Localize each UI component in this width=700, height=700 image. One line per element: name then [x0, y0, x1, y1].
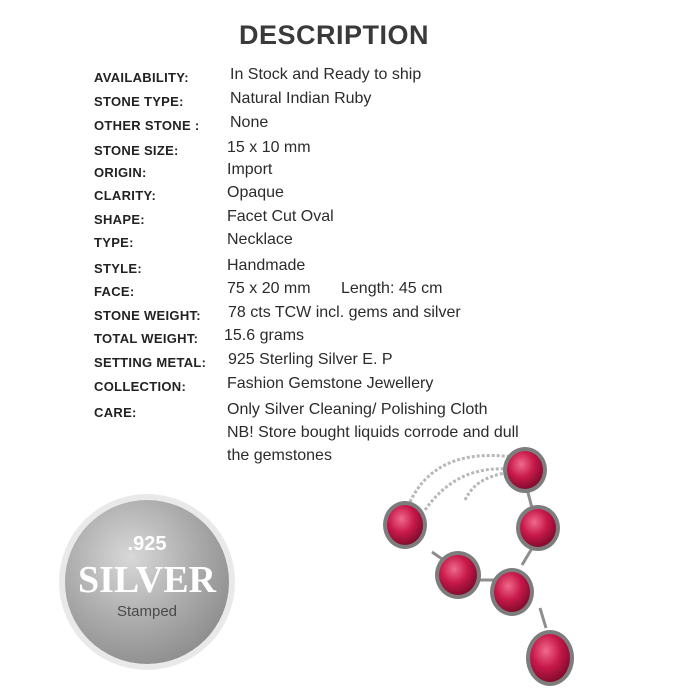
spec-value: Handmade	[227, 257, 306, 274]
spec-label: STYLE:	[94, 261, 143, 276]
spec-value-line: NB! Store bought liquids corrode and dull	[227, 424, 519, 441]
spec-label: CARE:	[94, 405, 137, 420]
spec-value: 15.6 grams	[224, 327, 305, 344]
spec-value: 78 cts TCW incl. gems and silver	[228, 304, 461, 321]
spec-row-style	[94, 257, 654, 279]
spec-value: 925 Sterling Silver E. P	[228, 351, 393, 368]
silver-stamp-badge	[56, 492, 246, 677]
spec-row-stone-weight	[94, 304, 654, 326]
spec-label: AVAILABILITY:	[94, 70, 189, 85]
spec-label: TYPE:	[94, 235, 134, 250]
spec-value: Fashion Gemstone Jewellery	[227, 375, 434, 392]
spec-label: SETTING METAL:	[94, 355, 207, 370]
ruby-stone	[383, 501, 427, 549]
spec-row-stone-type	[94, 90, 654, 112]
silver-badge-graphic	[56, 492, 246, 672]
ruby-stone	[516, 505, 560, 551]
badge-metal-text: SILVER	[77, 559, 217, 601]
spec-row-stone-size	[94, 139, 654, 161]
spec-label: COLLECTION:	[94, 379, 187, 394]
badge-note-text: Stamped	[116, 603, 178, 620]
spec-label: STONE SIZE:	[94, 143, 179, 158]
spec-label: OTHER STONE :	[94, 118, 200, 133]
spec-value: Import	[227, 161, 273, 178]
spec-row-other-stone	[94, 114, 654, 136]
ruby-stone	[526, 630, 574, 686]
spec-value-line: Only Silver Cleaning/ Polishing Cloth	[227, 401, 488, 418]
spec-value: Facet Cut Oval	[227, 208, 334, 225]
spec-label: STONE TYPE:	[94, 94, 184, 109]
ruby-stone	[490, 568, 534, 616]
spec-label: STONE WEIGHT:	[94, 308, 201, 323]
spec-label: SHAPE:	[94, 212, 145, 227]
spec-value-length: Length: 45 cm	[341, 280, 443, 297]
page-title: DESCRIPTION	[238, 20, 430, 50]
spec-value: 15 x 10 mm	[227, 139, 311, 156]
ruby-stone	[503, 447, 547, 493]
spec-row-clarity	[94, 184, 654, 206]
spec-label: TOTAL WEIGHT:	[94, 331, 199, 346]
spec-value: Natural Indian Ruby	[230, 90, 372, 107]
spec-value: None	[230, 114, 269, 131]
spec-value: In Stock and Ready to ship	[230, 66, 422, 83]
necklace-image	[370, 440, 680, 700]
spec-row-collection	[94, 375, 654, 397]
spec-value-line: the gemstones	[227, 447, 332, 464]
necklace-graphic	[370, 440, 680, 695]
spec-value: Necklace	[227, 231, 293, 248]
spec-label: ORIGIN:	[94, 165, 147, 180]
spec-row-origin	[94, 161, 654, 183]
spec-row-setting-metal	[94, 351, 654, 373]
spec-value: 75 x 20 mm	[227, 280, 311, 297]
spec-label: FACE:	[94, 284, 135, 299]
spec-row-shape	[94, 208, 654, 230]
spec-row-availability	[94, 66, 654, 88]
spec-value: Opaque	[227, 184, 284, 201]
ruby-stone	[435, 551, 481, 599]
spec-row-type	[94, 231, 654, 253]
spec-row-total-weight	[94, 327, 654, 349]
spec-label: CLARITY:	[94, 188, 157, 203]
chain	[410, 455, 520, 510]
badge-purity-text: .925	[127, 533, 167, 555]
spec-row-face	[94, 280, 654, 302]
